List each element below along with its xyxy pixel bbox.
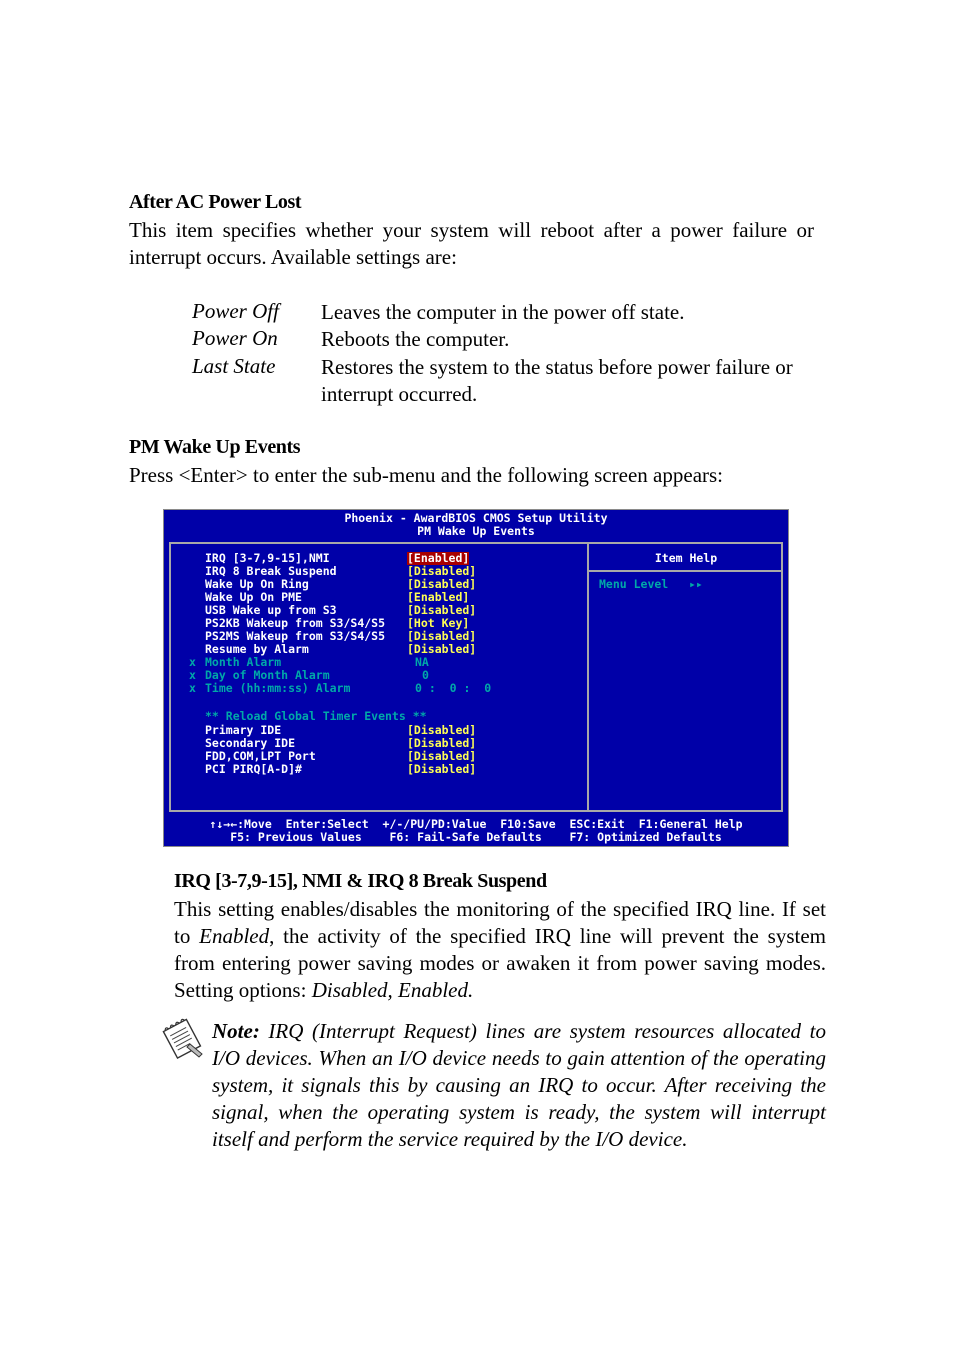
section-heading-after-ac-power-lost: After AC Power Lost <box>129 191 302 213</box>
bios-row-label[interactable]: Resume by Alarm <box>205 642 309 656</box>
bios-disabled-value: 0 : 0 : 0 <box>415 681 492 695</box>
bios-help-divider <box>587 570 783 572</box>
bios-row-value[interactable]: [Disabled] <box>407 564 477 578</box>
bios-row-label[interactable]: PS2MS Wakeup from S3/S4/S5 <box>205 629 386 643</box>
bios-reload-header: ** Reload Global Timer Events ** <box>205 709 427 723</box>
bios-disabled-marker: x <box>189 681 196 695</box>
bios-row-label[interactable]: FDD,COM,LPT Port <box>205 749 316 763</box>
bios-row-label[interactable]: IRQ 8 Break Suspend <box>205 564 337 578</box>
bios-menu-level: Menu Level ▸▸ <box>599 577 703 591</box>
note-block <box>212 1018 826 1153</box>
option-desc-power-on: Reboots the computer. <box>321 327 510 351</box>
bios-disabled-label: Month Alarm <box>205 655 282 669</box>
note-pad-icon <box>156 1014 206 1060</box>
bios-screen <box>164 510 788 846</box>
bios-row-value[interactable]: [Disabled] <box>407 577 477 591</box>
option-name-power-off: Power Off <box>192 299 279 323</box>
bios-disabled-label: Day of Month Alarm <box>205 668 330 682</box>
section-body: This item specifies whether your system will reboot after a power failure or interrupt occurs. Available settings are: <box>129 218 814 269</box>
bios-row-value[interactable]: [Enabled] <box>407 590 470 604</box>
bios-footer-line2: F5: Previous Values F6: Fail-Safe Defaults F7: Optimized Defaults <box>230 830 722 844</box>
bios-disabled-marker: x <box>189 655 196 669</box>
body-emphasis: Disabled, Enabled. <box>311 978 474 1002</box>
option-name-power-on: Power On <box>192 326 278 350</box>
bios-disabled-marker: x <box>189 668 196 682</box>
bios-row-label[interactable]: IRQ [3-7,9-15],NMI <box>205 551 330 565</box>
bios-row-value[interactable]: [Disabled] <box>407 723 477 737</box>
bios-row-label[interactable]: Secondary IDE <box>205 736 296 750</box>
option-name-last-state: Last State <box>192 354 276 378</box>
section-body <box>174 896 826 1004</box>
bios-disabled-value: 0 <box>422 668 429 682</box>
body-text: This setting enables/disables the monitoring of the specified IRQ line. If set to <box>174 897 826 948</box>
bios-row-value[interactable]: [Disabled] <box>407 603 477 617</box>
bios-divider <box>587 542 589 812</box>
bios-item-help-title: Item Help <box>654 551 718 565</box>
bios-row-label[interactable]: USB Wake up from S3 <box>205 603 337 617</box>
option-desc-last-state: Restores the system to the status before power failure or interrupt occurred. <box>321 355 793 406</box>
bios-row-label[interactable]: Wake Up On Ring <box>205 577 309 591</box>
bios-title: Phoenix - AwardBIOS CMOS Setup Utility <box>344 511 608 525</box>
bios-disabled-label: Time (hh:mm:ss) Alarm <box>205 681 351 695</box>
bios-row-label[interactable]: PCI PIRQ[A-D]# <box>205 762 302 776</box>
bios-row-value[interactable]: [Disabled] <box>407 642 477 656</box>
section-heading-irq: IRQ [3-7,9-15], NMI & IRQ 8 Break Suspend <box>174 870 547 892</box>
bios-disabled-value: NA <box>415 655 429 669</box>
bios-row-label[interactable]: PS2KB Wakeup from S3/S4/S5 <box>205 616 386 630</box>
bios-row-label[interactable]: Primary IDE <box>205 723 282 737</box>
bios-row-value[interactable]: [Disabled] <box>407 736 477 750</box>
body-text: , the activity of the specified IRQ line will prevent the system from entering power saving modes or awaken it from power saving modes. Setting options: <box>174 924 826 1002</box>
option-desc-power-off: Leaves the computer in the power off state. <box>321 300 685 324</box>
note-label: Note: <box>212 1019 260 1043</box>
bios-row-value[interactable]: [Disabled] <box>407 749 477 763</box>
bios-row-value-selected[interactable]: [Enabled] <box>407 551 470 565</box>
bios-footer-line1: ↑↓→←:Move Enter:Select +/-/PU/PD:Value F10:Save ESC:Exit F1:General Help <box>209 817 743 831</box>
bios-row-label[interactable]: Wake Up On PME <box>205 590 302 604</box>
note-text: IRQ (Interrupt Request) lines are system resources allocated to I/O devices. When an I/O device needs to gain attention of the operating system, it signals this by causing an IRQ to occur. After receiving the signal, when the operating system is ready, the system will interrupt itself and perform the service required by the I/O device. <box>212 1019 826 1151</box>
bios-row-value[interactable]: [Disabled] <box>407 629 477 643</box>
body-emphasis: Enabled <box>199 924 270 948</box>
bios-row-value[interactable]: [Hot Key] <box>407 616 470 630</box>
bios-subtitle: PM Wake Up Events <box>417 524 535 538</box>
section-body: Press <Enter> to enter the sub-menu and the following screen appears: <box>129 463 724 487</box>
bios-row-value[interactable]: [Disabled] <box>407 762 477 776</box>
section-heading-pm-wake-up-events: PM Wake Up Events <box>129 436 301 458</box>
